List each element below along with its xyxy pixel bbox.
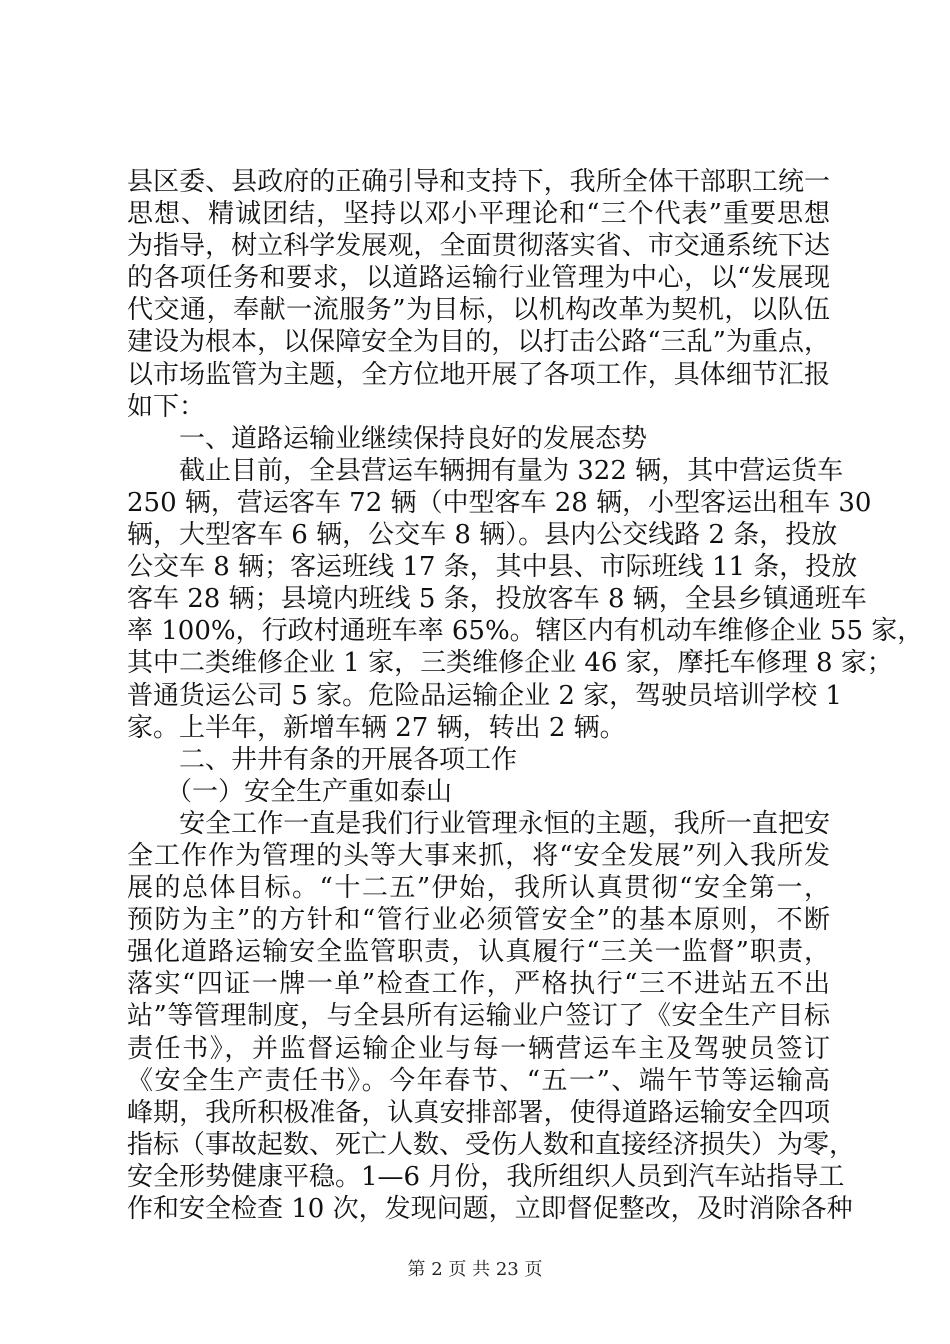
text-line: （一）安全生产重如泰山 <box>127 776 453 807</box>
text-line: 截止目前，全县营运车辆拥有量为 322 辆，其中营运货车 <box>127 455 844 486</box>
text-line: 建设为根本，以保障安全为目的，以打击公路“三乱”为重点， <box>127 327 830 358</box>
text-line: 安全工作一直是我们行业管理永恒的主题，我所一直把安 <box>127 808 830 839</box>
text-line: 责任书》，并监督运输企业与每一辆营运车主及驾驶员签订 <box>127 1033 830 1064</box>
text-line: 的各项任务和要求，以道路运输行业管理为中心，以“发展现 <box>127 263 830 294</box>
text-line: 率 100%，行政村通班车率 65%。辖区内有机动车维修企业 55 家， <box>127 616 924 647</box>
text-line: 安全形势健康平稳。1—6 月份，我所组织人员到汽车站指导工 <box>127 1161 845 1192</box>
text-line: 二、井井有条的开展各项工作 <box>127 744 518 775</box>
text-line: 其中二类维修企业 1 家，三类维修企业 46 家，摩托车修理 8 家； <box>127 648 893 679</box>
text-line: 县区委、县政府的正确引导和支持下，我所全体干部职工统一 <box>127 167 830 197</box>
text-line: 一、道路运输业继续保持良好的发展态势 <box>127 423 648 454</box>
text-line: 以市场监管为主题，全方位地开展了各项工作，具体细节汇报 <box>127 359 830 390</box>
document-body <box>127 166 924 1225</box>
text-line: 全工作作为管理的头等大事来抓，将“安全发展”列入我所发 <box>127 840 830 871</box>
text-line: 预防为主”的方针和“管行业必须管安全”的基本原则，不断 <box>127 905 830 936</box>
text-line: 公交车 8 辆；客运班线 17 条，其中县、市际班线 11 条，投放 <box>127 552 858 583</box>
text-line: 强化道路运输安全监管职责，认真履行“三关一监督”职责， <box>127 937 830 968</box>
text-line: 站”等管理制度，与全县所有运输业户签订了《安全生产目标 <box>127 1001 830 1032</box>
text-line: 落实“四证一牌一单”检查工作，严格执行“三不进站五不出 <box>127 969 830 1000</box>
text-line: 展的总体目标。“十二五”伊始，我所认真贯彻“安全第一， <box>127 873 830 904</box>
text-line: 普通货运公司 5 家。危险品运输企业 2 家，驾驶员培训学校 1 <box>127 680 842 711</box>
text-line: 辆，大型客车 6 辆，公交车 8 辆）。县内公交线路 2 条，投放 <box>127 520 838 551</box>
text-line: 指标（事故起数、死亡人数、受伤人数和直接经济损失）为零， <box>127 1129 856 1160</box>
text-line: 250 辆，营运客车 72 辆（中型客车 28 辆，小型客运出租车 30 <box>127 487 872 518</box>
text-line: 如下： <box>127 391 206 422</box>
text-line: 作和安全检查 10 次，发现问题，立即督促整改，及时消除各种 <box>127 1194 853 1224</box>
text-line: 代交通，奉献一流服务”为目标，以机构改革为契机，以队伍 <box>127 295 830 326</box>
text-line: 思想、精诚团结，坚持以邓小平理论和“三个代表”重要思想 <box>127 199 830 230</box>
page-footer: 第 2 页 共 23 页 <box>407 1259 543 1280</box>
text-line: 家。上半年，新增车辆 27 辆，转出 2 辆。 <box>127 712 626 743</box>
text-line: 《安全生产责任书》。今年春节、“五一”、端午节等运输高 <box>127 1065 830 1096</box>
text-line: 峰期，我所积极准备，认真安排部署，使得道路运输安全四项 <box>127 1097 830 1128</box>
text-line: 为指导，树立科学发展观，全面贯彻落实省、市交通系统下达 <box>127 231 830 262</box>
text-line: 客车 28 辆；县境内班线 5 条，投放客车 8 辆，全县乡镇通班车 <box>127 584 867 615</box>
